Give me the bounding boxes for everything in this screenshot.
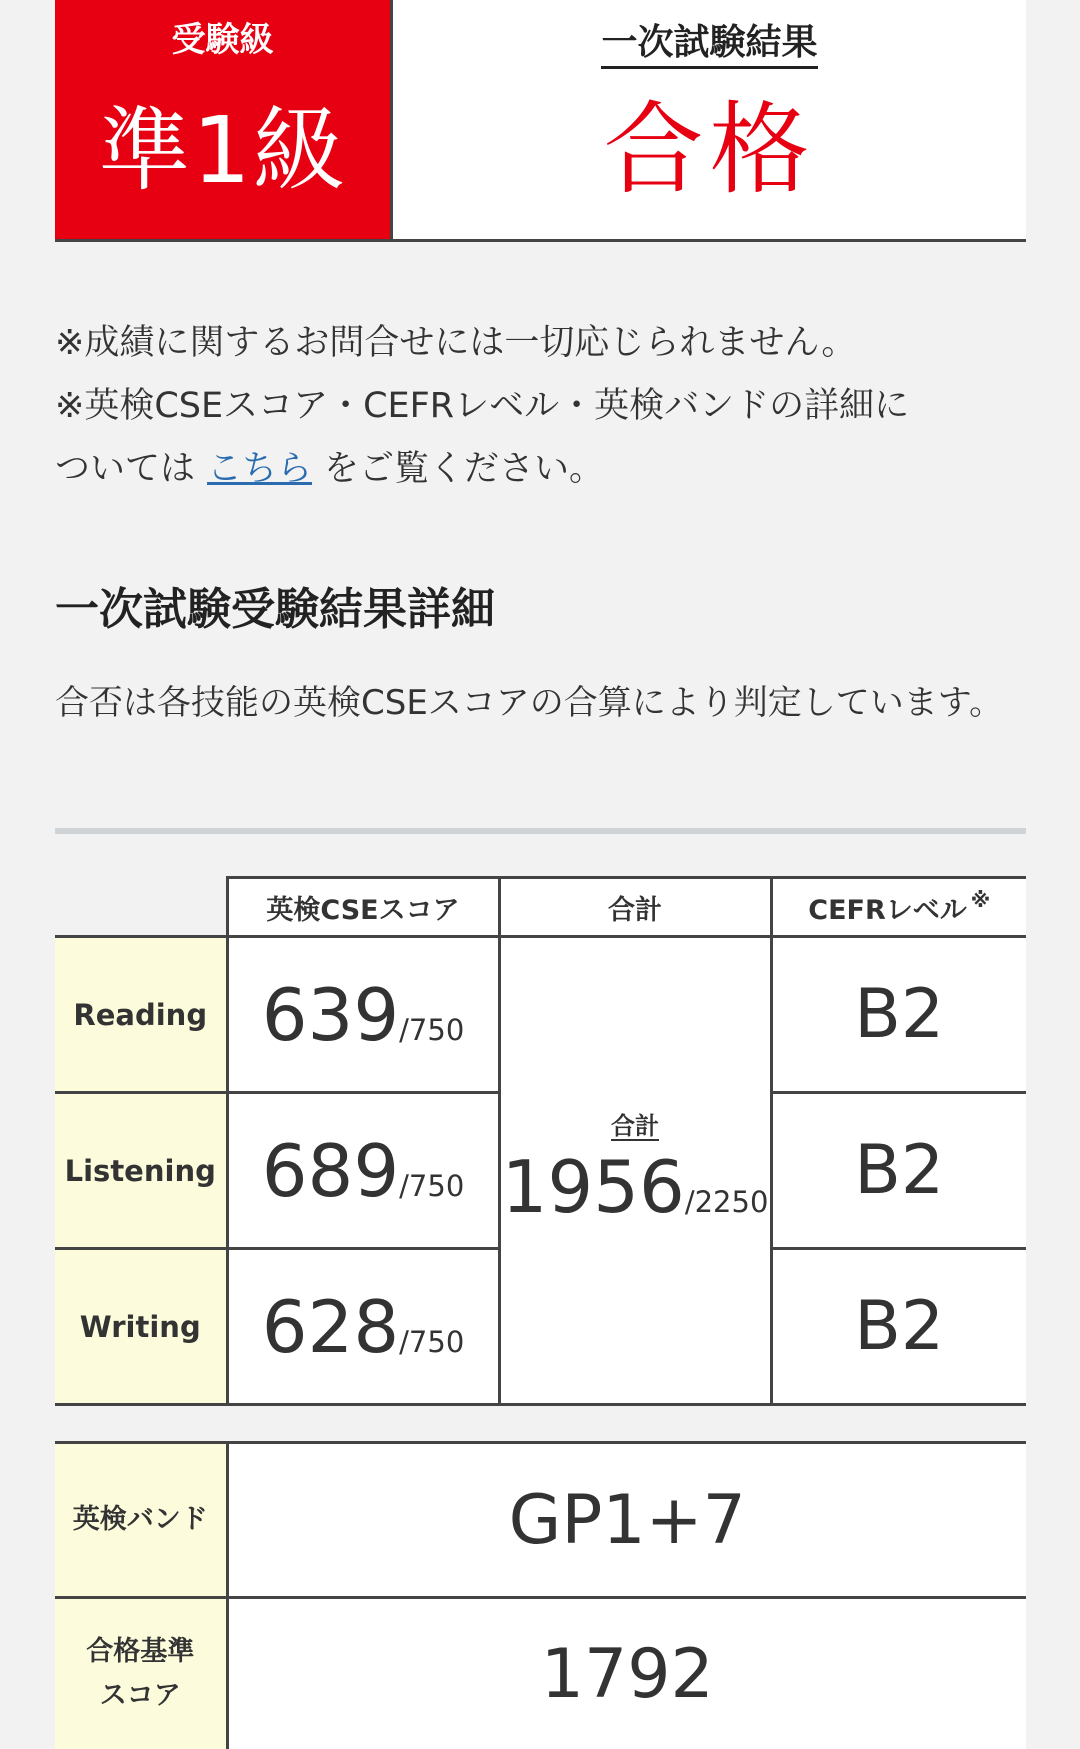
score-table-header-row <box>55 878 1026 937</box>
note-link-prefix: ついては <box>55 449 195 489</box>
pass-score-label <box>55 1598 227 1749</box>
total-score-value: 1956 <box>502 1145 685 1229</box>
section-divider <box>55 828 1026 834</box>
score-value-writing: 628 <box>262 1285 399 1369</box>
score-value-listening: 689 <box>262 1129 399 1213</box>
cefr-note-mark: ※ <box>971 888 990 912</box>
cefr-writing: B2 <box>771 1249 1026 1405</box>
cefr-listening: B2 <box>771 1093 1026 1249</box>
detail-title: 一次試験受験結果詳細 <box>55 578 495 642</box>
grade-value: 準1級 <box>55 96 390 206</box>
header-blank-cell <box>55 878 227 937</box>
result-header <box>55 0 1026 242</box>
details-link[interactable]: こちら <box>195 449 324 489</box>
band-value: GP1+7 <box>227 1443 1026 1598</box>
pass-score-label-line2: スコア <box>100 1680 181 1711</box>
header-total-label: 合計 <box>608 895 662 926</box>
result-content <box>55 0 1026 1727</box>
result-box <box>393 0 1026 239</box>
header-cefr <box>771 878 1026 937</box>
pass-score-label-line1: 合格基準 <box>86 1636 194 1667</box>
skill-label-listening: Listening <box>55 1093 227 1249</box>
band-table <box>55 1441 1026 1749</box>
result-value: 合格 <box>393 92 1026 208</box>
score-cell-writing <box>227 1249 499 1405</box>
note-link-line <box>55 438 1026 501</box>
score-max-reading: /750 <box>399 1013 464 1047</box>
note-link-suffix: をご覧ください。 <box>324 449 604 489</box>
header-total <box>499 878 771 937</box>
result-label: 一次試験結果 <box>601 22 817 69</box>
skill-label-writing: Writing <box>55 1249 227 1405</box>
note-inquiry: ※成績に関するお問合せには一切応じられません。 <box>55 312 1026 375</box>
header-cse-score-label: 英検CSEスコア <box>266 895 459 926</box>
band-label: 英検バンド <box>55 1443 227 1598</box>
score-max-listening: /750 <box>399 1169 464 1203</box>
total-score-cell <box>499 937 771 1405</box>
header-cefr-label: CEFRレベル <box>808 895 967 926</box>
grade-box <box>55 0 393 239</box>
score-cell-reading <box>227 937 499 1093</box>
cefr-reading: B2 <box>771 937 1026 1093</box>
total-score-label: 合計 <box>611 1113 659 1141</box>
score-cell-listening <box>227 1093 499 1249</box>
grade-label: 受験級 <box>55 20 390 60</box>
note-details-line: ※英検CSEスコア・CEFRレベル・英検バンドの詳細に <box>55 375 1026 438</box>
total-score-max: /2250 <box>685 1185 769 1219</box>
score-value-reading: 639 <box>262 973 399 1057</box>
notes <box>55 312 1026 501</box>
skill-label-reading: Reading <box>55 937 227 1093</box>
pass-score-row <box>55 1598 1026 1749</box>
header-cse-score <box>227 878 499 937</box>
score-row-reading <box>55 937 1026 1093</box>
score-max-writing: /750 <box>399 1325 464 1359</box>
total-score <box>501 1145 770 1229</box>
pass-score-value: 1792 <box>227 1598 1026 1749</box>
band-row <box>55 1443 1026 1598</box>
detail-description: 合否は各技能の英検CSEスコアの合算により判定しています。 <box>55 660 1026 746</box>
score-table <box>55 876 1026 1406</box>
